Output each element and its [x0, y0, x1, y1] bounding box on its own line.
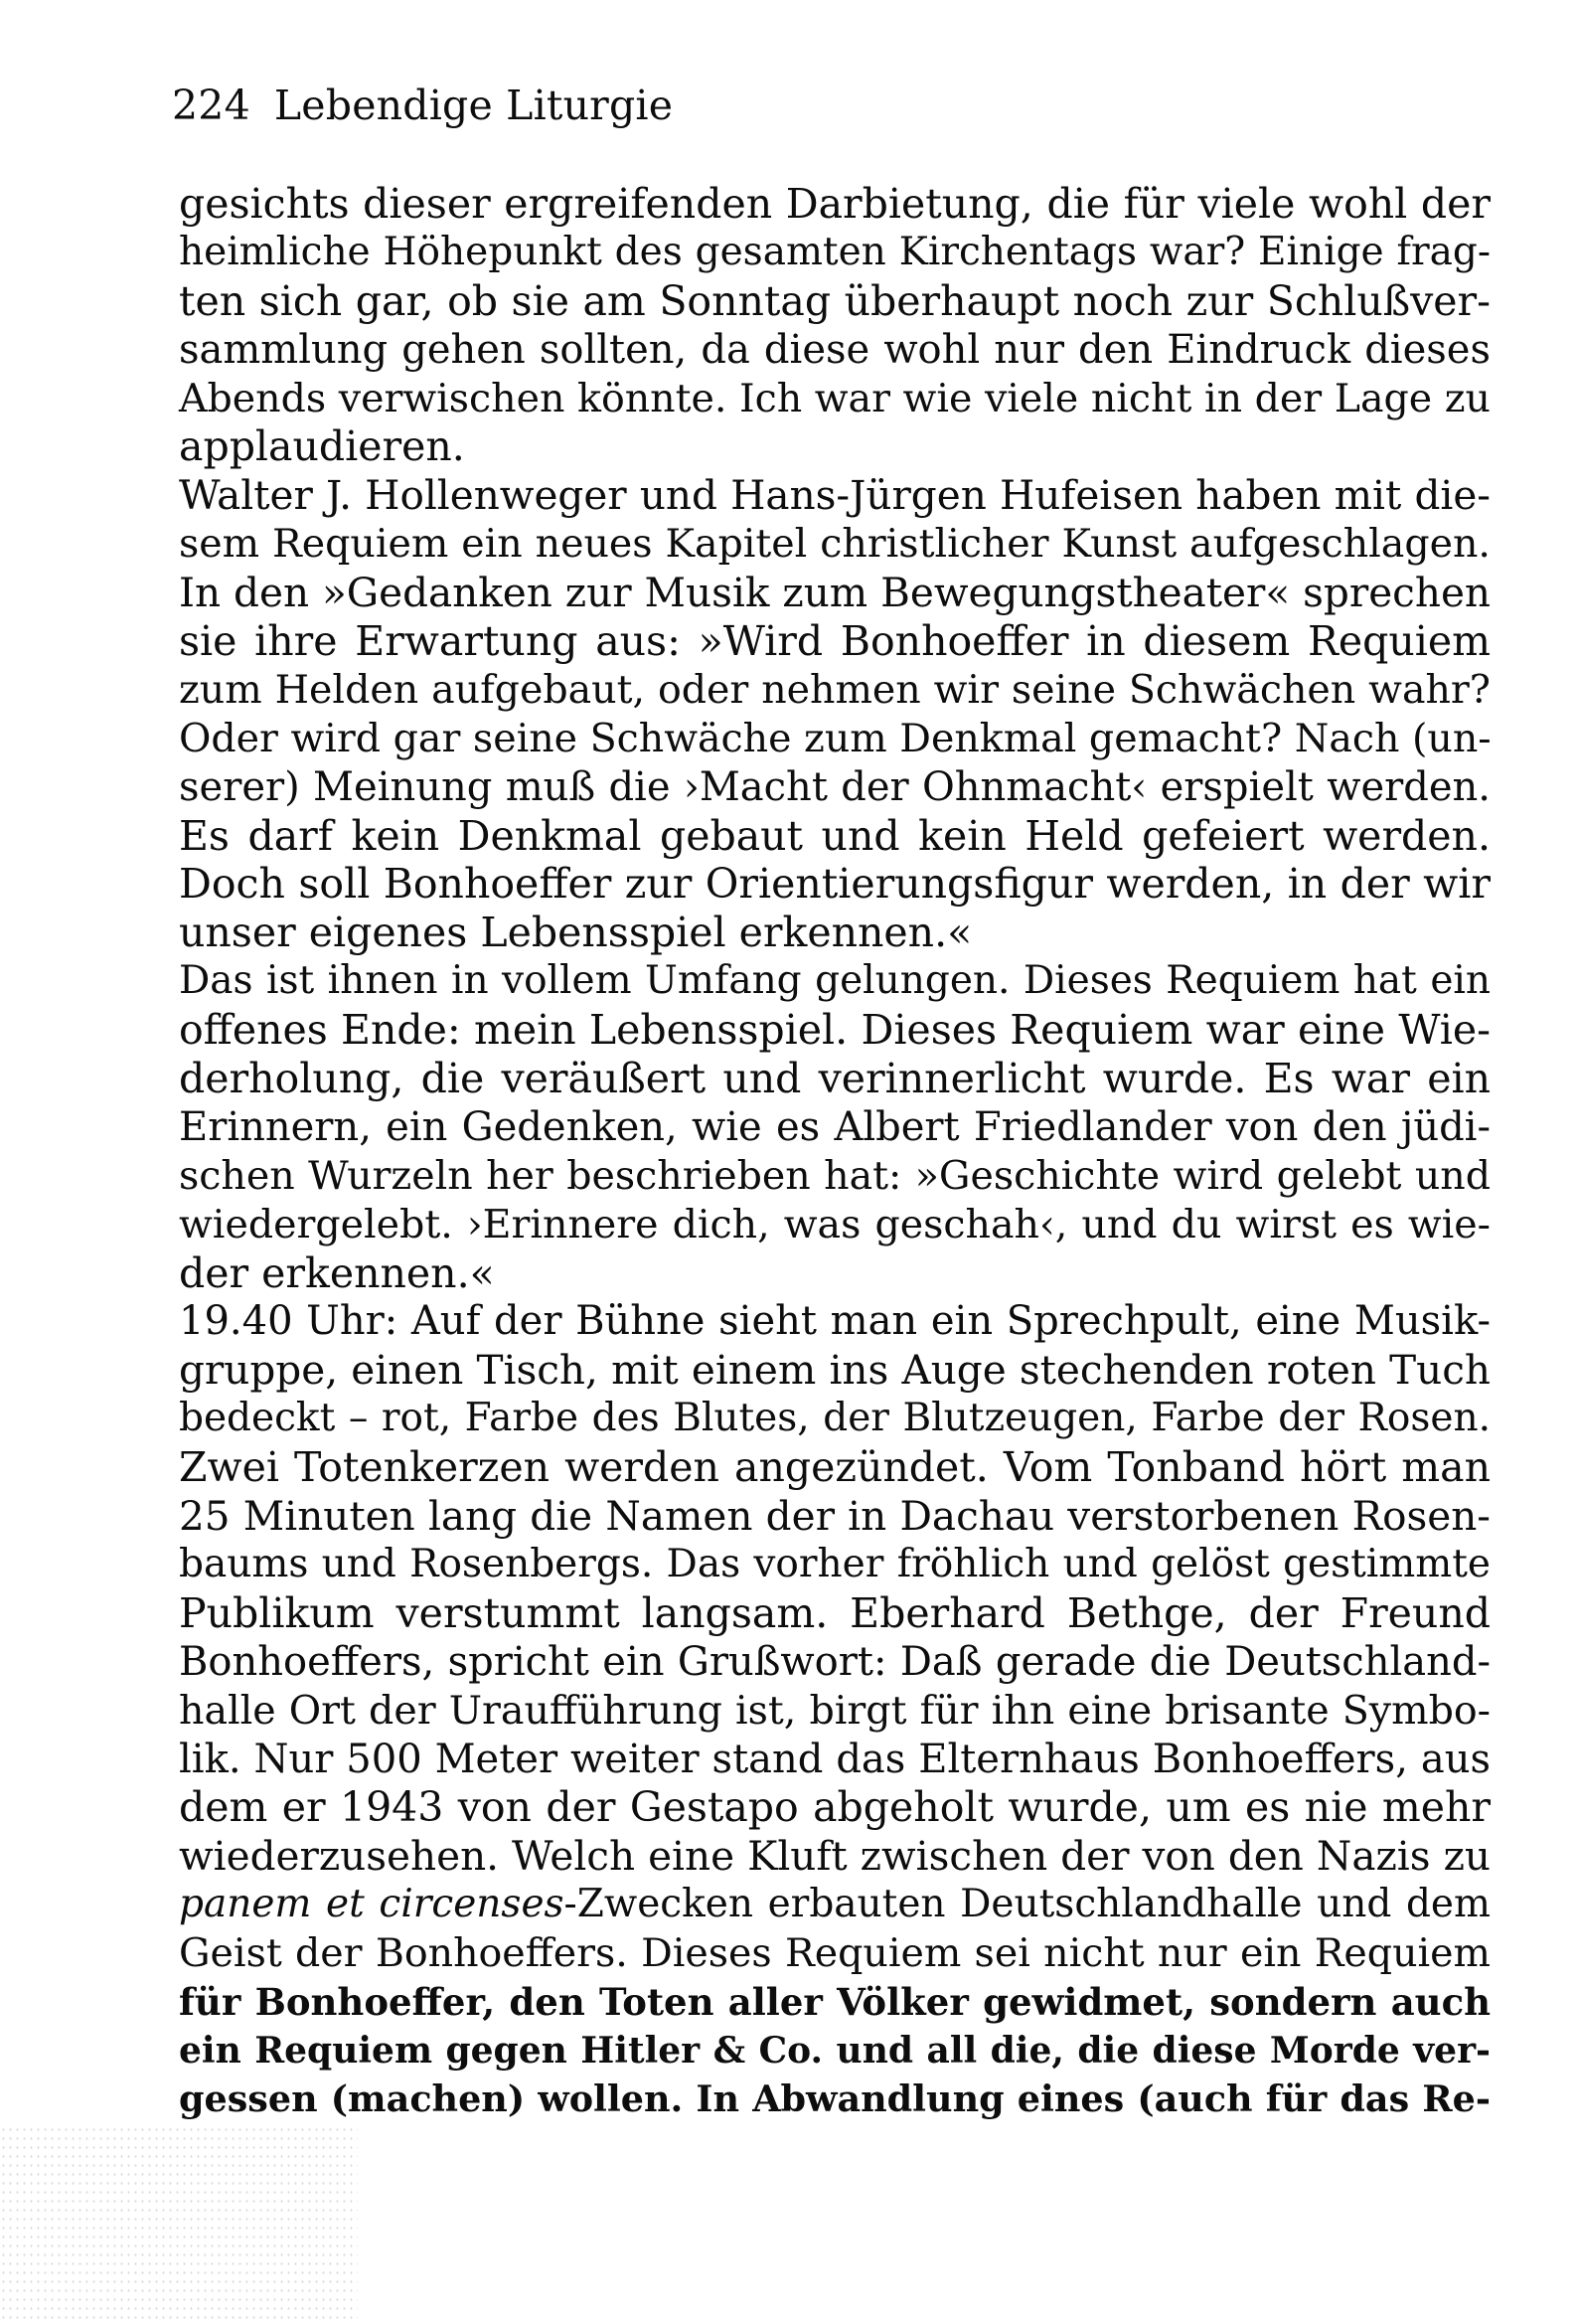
- text-line: [179, 1249, 1491, 1298]
- text-line: [179, 229, 1491, 277]
- text-line: [179, 666, 1491, 715]
- text-line: [179, 1881, 1491, 1929]
- line-text: schen Wurzeln her beschrieben hat: »Geschichte wird gelebt und: [179, 1152, 1491, 1199]
- text-line: [179, 1687, 1491, 1736]
- line-text: ein Requiem gegen Hitler & Co. und all die, die diese Morde ver-: [179, 2029, 1491, 2072]
- line-text: baums und Rosenbergs. Das vorher fröhlich und gelöst gestimmte: [179, 1541, 1491, 1586]
- text-line: [179, 763, 1491, 812]
- line-text: sie ihre Erwartung aus: »Wird Bonhoeffer in diesem Requiem: [179, 617, 1491, 666]
- line-text: der erkennen.«: [179, 1248, 495, 1297]
- text-line: [179, 180, 1491, 229]
- line-text: gruppe, einen Tisch, mit einem ins Auge stechenden roten Tuch: [179, 1346, 1491, 1395]
- line-text: zum Helden aufgebaut, oder nehmen wir seine Schwächen wahr?: [179, 666, 1491, 713]
- line-text: sem Requiem ein neues Kapitel christlicher Kunst aufgeschlagen.: [179, 521, 1491, 568]
- line-text: Geist der Bonhoeffers. Dieses Requiem sei nicht nur ein Requiem: [179, 1930, 1491, 1977]
- line-text: Abends verwischen könnte. Ich war wie viele nicht in der Lage zu: [179, 375, 1491, 421]
- page-number: 224: [172, 82, 250, 129]
- line-text: gessen (machen) wollen. In Abwandlung eines (auch für das Re-: [179, 2076, 1491, 2120]
- line-text: In den »Gedanken zur Musik zum Bewegungstheater« sprechen: [179, 569, 1491, 617]
- line-text: Das ist ihnen in vollem Umfang gelungen. Dieses Requiem hat ein: [179, 958, 1491, 1004]
- line-text: offenes Ende: mein Lebensspiel. Dieses Requiem war eine Wie-: [179, 1006, 1491, 1055]
- text-line: [179, 1832, 1491, 1881]
- line-text: Doch soll Bonhoeffer zur Orientierungsfigur werden, in der wir: [179, 860, 1491, 909]
- line-text: unser eigenes Lebensspiel erkennen.«: [179, 909, 973, 957]
- text-line: [179, 1346, 1491, 1395]
- text-line: [179, 812, 1491, 861]
- text-line: [179, 1541, 1491, 1589]
- text-line: [179, 1638, 1491, 1687]
- line-text: halle Ort der Uraufführung ist, birgt für ihn eine brisante Symbo-: [179, 1687, 1491, 1734]
- line-text: heimliche Höhepunkt des gesamten Kirchentags war? Einige frag-: [179, 229, 1491, 274]
- scan-noise: [0, 2125, 358, 2324]
- text-line: [179, 1297, 1491, 1346]
- line-text: bedeckt – rot, Farbe des Blutes, der Blutzeugen, Farbe der Rosen.: [179, 1396, 1491, 1441]
- text-line: [179, 569, 1491, 617]
- line-text: dem er 1943 von der Gestapo abgeholt wurde, um es nie mehr: [179, 1783, 1491, 1832]
- text-line: [179, 617, 1491, 666]
- text-line: [179, 1589, 1491, 1638]
- text-line: [179, 1055, 1491, 1103]
- line-text: Erinnern, ein Gedenken, wie es Albert Friedlander von den jüdi-: [179, 1103, 1491, 1150]
- text-line: [179, 375, 1491, 423]
- line-text: für Bonhoeffer, den Toten aller Völker gewidmet, sondern auch: [179, 1979, 1491, 2024]
- line-text: derholung, die veräußert und verinnerlicht wurde. Es war ein: [179, 1055, 1491, 1103]
- line-text: Zwei Totenkerzen werden angezündet. Vom Tonband hört man: [179, 1443, 1491, 1492]
- line-text: lik. Nur 500 Meter weiter stand das Elternhaus Bonhoeffers, aus: [179, 1736, 1491, 1782]
- text-line: [179, 1736, 1491, 1784]
- italic-phrase: panem et circenses: [179, 1882, 564, 1927]
- text-line: [179, 471, 1491, 520]
- text-line: [179, 1443, 1491, 1492]
- text-line: [179, 1929, 1491, 1978]
- text-line: [179, 2027, 1491, 2075]
- line-text: serer) Meinung muß die ›Macht der Ohnmacht‹ erspielt werden.: [179, 763, 1491, 810]
- text-line: [179, 326, 1491, 375]
- text-line: [179, 1201, 1491, 1249]
- line-text: Oder wird gar seine Schwäche zum Denkmal gemacht? Nach (un-: [179, 715, 1492, 761]
- line-text: ten sich gar, ob sie am Sonntag überhaupt noch zur Schlußver-: [179, 276, 1491, 325]
- line-text: -Zwecken erbauten Deutschlandhalle und dem: [563, 1882, 1491, 1927]
- text-line: [179, 1395, 1491, 1443]
- text-line: [179, 715, 1491, 763]
- text-line: [179, 1152, 1491, 1201]
- running-title: Lebendige Liturgie: [273, 82, 674, 129]
- text-line: [179, 277, 1491, 326]
- text-line: [179, 422, 1491, 471]
- body-text: [179, 180, 1491, 2124]
- line-text: wiedergelebt. ›Erinnere dich, was geschah‹, und du wirst es wie-: [179, 1201, 1491, 1247]
- text-line: [179, 1978, 1491, 2027]
- line-text: 25 Minuten lang die Namen der in Dachau verstorbenen Rosen-: [179, 1492, 1491, 1541]
- text-line: [179, 1006, 1491, 1055]
- line-text: 19.40 Uhr: Auf der Bühne sieht man ein Sprechpult, eine Musik-: [179, 1298, 1491, 1345]
- text-line: [179, 860, 1491, 909]
- line-text: wiederzusehen. Welch eine Kluft zwischen der von den Nazis zu: [179, 1832, 1491, 1881]
- text-line: [179, 1103, 1491, 1152]
- line-text: Walter J. Hollenweger und Hans-Jürgen Hufeisen haben mit die-: [179, 471, 1491, 520]
- running-header: [172, 78, 673, 133]
- line-text: Publikum verstummt langsam. Eberhard Bethge, der Freund: [179, 1588, 1491, 1637]
- text-line: [179, 1783, 1491, 1832]
- text-line: [179, 1492, 1491, 1541]
- text-line: [179, 520, 1491, 569]
- line-text: gesichts dieser ergreifenden Darbietung, die für viele wohl der: [179, 180, 1491, 228]
- line-text: sammlung gehen sollten, da diese wohl nur den Eindruck dieses: [179, 326, 1491, 373]
- text-line: [179, 2075, 1491, 2124]
- line-text: Bonhoeffers, spricht ein Grußwort: Daß gerade die Deutschland-: [179, 1638, 1491, 1685]
- text-line: [179, 957, 1491, 1006]
- line-text: Es darf kein Denkmal gebaut und kein Held gefeiert werden.: [179, 811, 1491, 860]
- line-text: applaudieren.: [179, 422, 465, 471]
- text-line: [179, 909, 1491, 957]
